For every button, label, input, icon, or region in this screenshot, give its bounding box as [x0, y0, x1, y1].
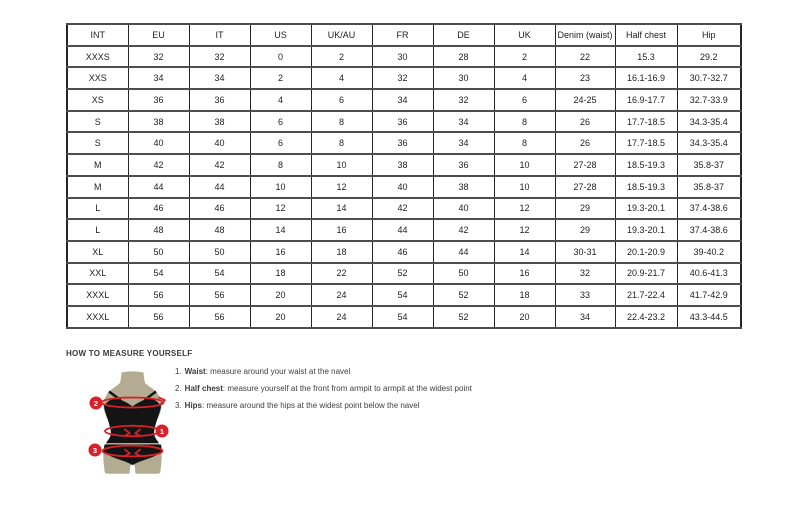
size-value-cell: 12	[250, 198, 311, 220]
table-row	[67, 46, 741, 68]
size-value-cell: 26	[555, 111, 615, 133]
size-value-cell: 24	[311, 284, 372, 306]
size-value-cell: 44	[433, 241, 494, 263]
size-label-cell: XL	[67, 241, 128, 263]
instruction-label: Half chest	[184, 383, 223, 393]
size-value-cell: 30	[433, 67, 494, 89]
column-header: UK	[494, 24, 555, 46]
size-label-cell: XXL	[67, 263, 128, 285]
instruction-text: : measure around the hips at the widest point below the navel	[202, 400, 420, 410]
size-value-cell: 10	[250, 176, 311, 198]
size-value-cell: 32.7-33.9	[677, 89, 741, 111]
size-value-cell: 2	[494, 46, 555, 68]
column-header: EU	[128, 24, 189, 46]
size-value-cell: 40	[128, 132, 189, 154]
mannequin-illustration	[84, 369, 180, 484]
size-value-cell: 30-31	[555, 241, 615, 263]
size-value-cell: 34	[372, 89, 433, 111]
size-value-cell: 18	[250, 263, 311, 285]
size-value-cell: 37.4-38.6	[677, 198, 741, 220]
size-value-cell: 29	[555, 219, 615, 241]
size-value-cell: 50	[128, 241, 189, 263]
size-value-cell: 32	[555, 263, 615, 285]
size-value-cell: 36	[372, 111, 433, 133]
size-value-cell: 12	[494, 198, 555, 220]
svg-text:1: 1	[159, 426, 165, 436]
size-value-cell: 40	[372, 176, 433, 198]
size-value-cell: 56	[128, 306, 189, 328]
table-row	[67, 132, 741, 154]
size-value-cell: 42	[128, 154, 189, 176]
size-value-cell: 30.7-32.7	[677, 67, 741, 89]
svg-text:3: 3	[92, 445, 98, 455]
size-value-cell: 33	[555, 284, 615, 306]
size-value-cell: 6	[250, 111, 311, 133]
size-value-cell: 36	[372, 132, 433, 154]
size-label-cell: M	[67, 154, 128, 176]
size-value-cell: 16.9-17.7	[615, 89, 677, 111]
size-value-cell: 34	[433, 111, 494, 133]
size-value-cell: 54	[372, 306, 433, 328]
size-value-cell: 52	[372, 263, 433, 285]
size-value-cell: 28	[433, 46, 494, 68]
size-value-cell: 14	[311, 198, 372, 220]
size-value-cell: 21.7-22.4	[615, 284, 677, 306]
size-value-cell: 16	[250, 241, 311, 263]
size-value-cell: 14	[494, 241, 555, 263]
badge-waist	[156, 425, 169, 438]
size-value-cell: 32	[372, 67, 433, 89]
instruction-hips	[175, 398, 472, 415]
size-value-cell: 18	[311, 241, 372, 263]
size-value-cell: 48	[128, 219, 189, 241]
size-value-cell: 0	[250, 46, 311, 68]
instruction-number: 1.	[175, 367, 182, 376]
size-value-cell: 20.9-21.7	[615, 263, 677, 285]
size-value-cell: 12	[311, 176, 372, 198]
size-value-cell: 6	[494, 89, 555, 111]
size-value-cell: 20.1-20.9	[615, 241, 677, 263]
size-value-cell: 42	[433, 219, 494, 241]
size-value-cell: 35.8-37	[677, 176, 741, 198]
size-value-cell: 44	[372, 219, 433, 241]
size-value-cell: 36	[433, 154, 494, 176]
instruction-half-chest	[175, 381, 472, 398]
table-row	[67, 306, 741, 328]
size-value-cell: 39-40.2	[677, 241, 741, 263]
table-row	[67, 284, 741, 306]
size-label-cell: L	[67, 198, 128, 220]
size-value-cell: 30	[372, 46, 433, 68]
size-value-cell: 34	[433, 132, 494, 154]
measure-section-title: HOW TO MEASURE YOURSELF	[66, 349, 193, 358]
size-value-cell: 34.3-35.4	[677, 132, 741, 154]
size-label-cell: S	[67, 111, 128, 133]
size-value-cell: 10	[311, 154, 372, 176]
size-value-cell: 54	[372, 284, 433, 306]
size-value-cell: 34	[189, 67, 250, 89]
column-header: INT	[67, 24, 128, 46]
column-header: Hip	[677, 24, 741, 46]
size-value-cell: 6	[311, 89, 372, 111]
size-value-cell: 22	[311, 263, 372, 285]
size-value-cell: 17.7-18.5	[615, 111, 677, 133]
instruction-label: Hips	[184, 400, 203, 410]
size-value-cell: 29.2	[677, 46, 741, 68]
size-value-cell: 43.3-44.5	[677, 306, 741, 328]
size-value-cell: 36	[128, 89, 189, 111]
size-value-cell: 52	[433, 284, 494, 306]
size-value-cell: 37.4-38.6	[677, 219, 741, 241]
size-value-cell: 20	[250, 284, 311, 306]
size-value-cell: 8	[311, 132, 372, 154]
size-value-cell: 40	[189, 132, 250, 154]
column-header: UK/AU	[311, 24, 372, 46]
size-value-cell: 40	[433, 198, 494, 220]
size-value-cell: 22.4-23.2	[615, 306, 677, 328]
size-value-cell: 18.5-19.3	[615, 176, 677, 198]
column-header: Half chest	[615, 24, 677, 46]
size-value-cell: 24	[311, 306, 372, 328]
size-label-cell: XXXL	[67, 284, 128, 306]
size-label-cell: XXXS	[67, 46, 128, 68]
size-value-cell: 8	[494, 132, 555, 154]
size-value-cell: 44	[128, 176, 189, 198]
table-row	[67, 176, 741, 198]
size-value-cell: 44	[189, 176, 250, 198]
table-row	[67, 154, 741, 176]
size-value-cell: 6	[250, 132, 311, 154]
size-value-cell: 48	[189, 219, 250, 241]
size-value-cell: 16	[494, 263, 555, 285]
size-value-cell: 40.6-41.3	[677, 263, 741, 285]
table-row	[67, 263, 741, 285]
size-value-cell: 23	[555, 67, 615, 89]
size-value-cell: 8	[494, 111, 555, 133]
size-value-cell: 22	[555, 46, 615, 68]
size-value-cell: 56	[189, 284, 250, 306]
badge-hips	[89, 444, 102, 457]
size-value-cell: 10	[494, 176, 555, 198]
table-row	[67, 241, 741, 263]
size-label-cell: XS	[67, 89, 128, 111]
table-row	[67, 67, 741, 89]
size-value-cell: 2	[250, 67, 311, 89]
size-value-cell: 29	[555, 198, 615, 220]
instruction-waist	[175, 364, 472, 381]
badge-half-chest	[90, 397, 103, 410]
size-value-cell: 8	[311, 111, 372, 133]
size-value-cell: 54	[189, 263, 250, 285]
size-value-cell: 38	[372, 154, 433, 176]
size-value-cell: 16	[311, 219, 372, 241]
size-value-cell: 10	[494, 154, 555, 176]
size-value-cell: 32	[433, 89, 494, 111]
size-value-cell: 34	[128, 67, 189, 89]
size-value-cell: 38	[433, 176, 494, 198]
svg-text:2: 2	[93, 398, 99, 408]
instruction-text: : measure around your waist at the navel	[205, 367, 351, 376]
size-value-cell: 38	[189, 111, 250, 133]
size-value-cell: 18	[494, 284, 555, 306]
column-header: Denim (waist)	[555, 24, 615, 46]
size-value-cell: 46	[372, 241, 433, 263]
size-value-cell: 12	[494, 219, 555, 241]
size-value-cell: 42	[372, 198, 433, 220]
size-label-cell: M	[67, 176, 128, 198]
size-value-cell: 19.3-20.1	[615, 219, 677, 241]
column-header: DE	[433, 24, 494, 46]
instruction-number: 2.	[175, 383, 182, 393]
size-value-cell: 36	[189, 89, 250, 111]
instruction-number: 3.	[175, 400, 182, 410]
size-value-cell: 4	[250, 89, 311, 111]
column-header: FR	[372, 24, 433, 46]
size-value-cell: 38	[128, 111, 189, 133]
size-label-cell: XXXL	[67, 306, 128, 328]
size-value-cell: 54	[128, 263, 189, 285]
size-value-cell: 15.3	[615, 46, 677, 68]
size-value-cell: 46	[128, 198, 189, 220]
header-row	[67, 24, 741, 46]
size-value-cell: 35.8-37	[677, 154, 741, 176]
table-row	[67, 111, 741, 133]
instruction-text: : measure yourself at the front from armpit to armpit at the widest point	[222, 383, 472, 393]
size-value-cell: 8	[250, 154, 311, 176]
size-label-cell: S	[67, 132, 128, 154]
size-value-cell: 4	[311, 67, 372, 89]
size-value-cell: 18.5-19.3	[615, 154, 677, 176]
table-row	[67, 219, 741, 241]
size-value-cell: 20	[494, 306, 555, 328]
size-value-cell: 19.3-20.1	[615, 198, 677, 220]
size-value-cell: 34.3-35.4	[677, 111, 741, 133]
size-value-cell: 56	[128, 284, 189, 306]
table-row	[67, 198, 741, 220]
size-value-cell: 20	[250, 306, 311, 328]
size-value-cell: 27-28	[555, 176, 615, 198]
size-value-cell: 26	[555, 132, 615, 154]
measurement-figure	[84, 369, 180, 484]
size-value-cell: 14	[250, 219, 311, 241]
size-value-cell: 52	[433, 306, 494, 328]
column-header: IT	[189, 24, 250, 46]
size-value-cell: 27-28	[555, 154, 615, 176]
size-label-cell: L	[67, 219, 128, 241]
size-value-cell: 50	[189, 241, 250, 263]
size-value-cell: 16.1-16.9	[615, 67, 677, 89]
size-value-cell: 41.7-42.9	[677, 284, 741, 306]
size-value-cell: 56	[189, 306, 250, 328]
size-value-cell: 50	[433, 263, 494, 285]
column-header: US	[250, 24, 311, 46]
size-value-cell: 32	[189, 46, 250, 68]
size-value-cell: 46	[189, 198, 250, 220]
size-value-cell: 17.7-18.5	[615, 132, 677, 154]
measure-instructions	[175, 364, 472, 414]
size-label-cell: XXS	[67, 67, 128, 89]
table-row	[67, 89, 741, 111]
size-value-cell: 4	[494, 67, 555, 89]
instruction-label: Waist	[184, 367, 206, 376]
size-value-cell: 32	[128, 46, 189, 68]
size-value-cell: 34	[555, 306, 615, 328]
size-chart-table	[66, 23, 742, 329]
size-value-cell: 24-25	[555, 89, 615, 111]
size-value-cell: 42	[189, 154, 250, 176]
size-value-cell: 2	[311, 46, 372, 68]
